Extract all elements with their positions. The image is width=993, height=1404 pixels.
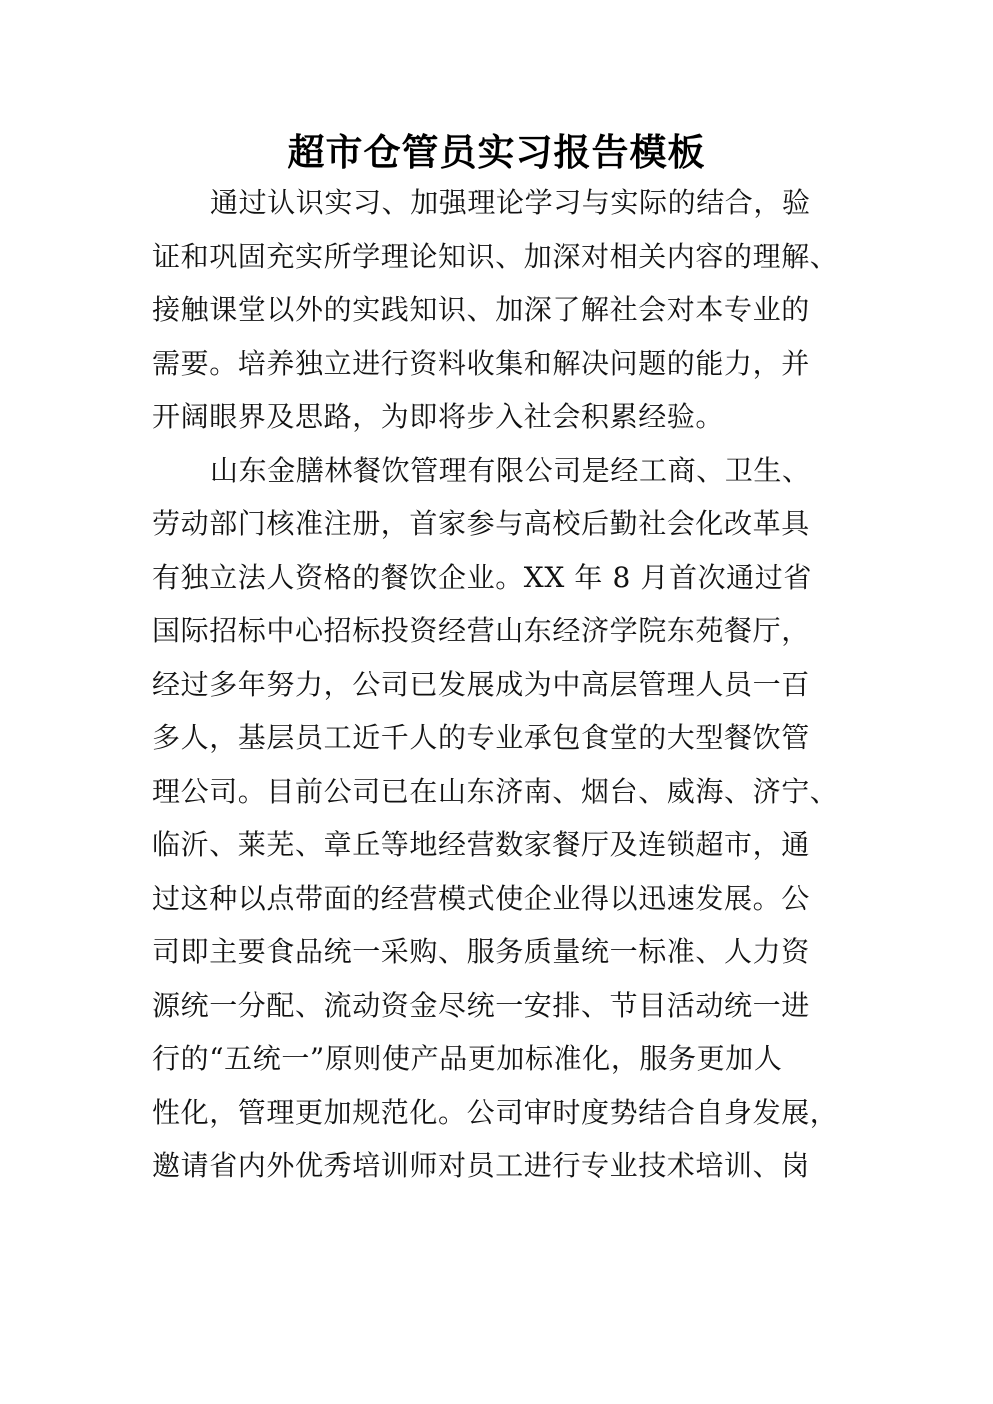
paragraph-2-line-7: 理公司。目前公司已在山东济南、烟台、威海、济宁、: [152, 774, 839, 808]
paragraph-2-line-12: 行的“五统一”原则使产品更加标准化，服务更加人: [152, 1042, 783, 1075]
document-title: 超市仓管员实习报告模板: [287, 131, 706, 174]
paragraph-2-line-6: 多人，基层员工近千人的专业承包食堂的大型餐饮管: [152, 721, 810, 754]
paragraph-2-line-4: 国际招标中心招标投资经营山东经济学院东苑餐厅，: [152, 614, 810, 647]
paragraph-1-line-2: 证和巩固充实所学理论知识、加深对相关内容的理解、: [152, 239, 839, 273]
paragraph-2-line-14: 邀请省内外优秀培训师对员工进行专业技术培训、岗: [152, 1149, 810, 1182]
paragraph-2-line-8: 临沂、莱芜、章丘等地经营数家餐厅及连锁超市，通: [152, 828, 810, 861]
paragraph-2-line-13: 性化，管理更加规范化。公司审时度势结合自身发展，: [152, 1095, 839, 1129]
paragraph-2-line-2: 劳动部门核准注册，首家参与高校后勤社会化改革具: [152, 507, 810, 540]
paragraph-2-line-9: 过这种以点带面的经营模式使企业得以迅速发展。公: [152, 881, 810, 915]
paragraph-1-line-3: 接触课堂以外的实践知识、加深了解社会对本专业的: [152, 293, 810, 326]
paragraph-2-line-11: 源统一分配、流动资金尽统一安排、节目活动统一进: [152, 988, 810, 1022]
paragraph-2-line-10: 司即主要食品统一采购、服务质量统一标准、人力资: [152, 935, 810, 968]
paragraph-1-line-5: 开阔眼界及思路，为即将步入社会积累经验。: [152, 400, 725, 433]
paragraph-2-line-5: 经过多年努力，公司已发展成为中高层管理人员一百: [152, 667, 810, 701]
document-body: [152, 176, 872, 1193]
paragraph-2-line-3: 有独立法人资格的餐饮企业。XX 年 8 月首次通过省: [152, 560, 812, 594]
paragraph-1-line-4: 需要。培养独立进行资料收集和解决问题的能力，并: [152, 346, 810, 380]
paragraph-2-line-1: 山东金膳林餐饮管理有限公司是经工商、卫生、: [210, 453, 811, 487]
paragraph-1-line-1: 通过认识实习、加强理论学习与实际的结合，验: [210, 186, 811, 219]
